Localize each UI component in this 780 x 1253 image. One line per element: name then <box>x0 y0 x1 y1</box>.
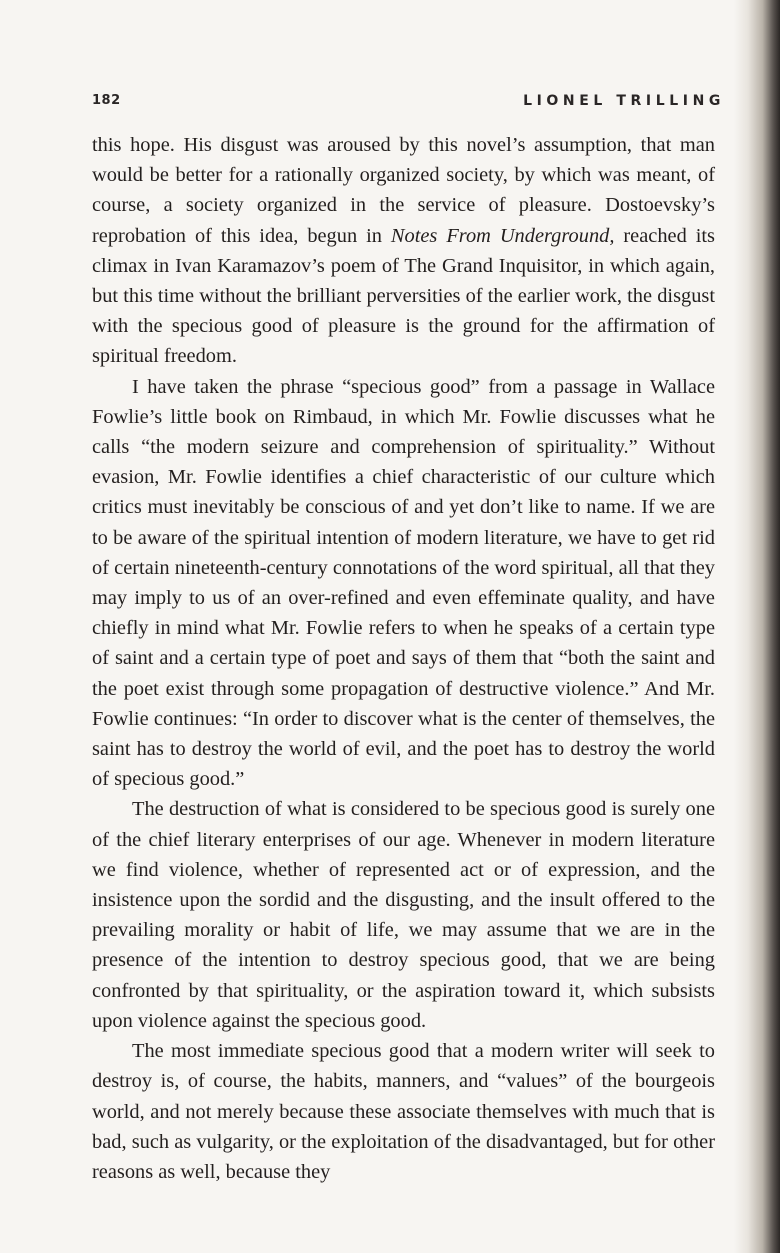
running-head: LIONEL TRILLING <box>523 93 725 109</box>
paragraph-1-text-b: reached its climax in Ivan Karamazov’s poem of The Grand Inquisitor, in which again, but this time without the brilliant perversities of the earlier work, the disgust with the specious good of pleasure is the ground for the affirmation of spiritual freedom. <box>92 224 715 368</box>
paragraph-4: The most immediate specious good that a modern writer will seek to destroy is, of course, the habits, manners, and “values” of the bourgeois world, and not merely because these associate themselves with much that is bad, such as vulgarity, or the exploitation of the disadvantaged, but for other reasons as well, because they <box>92 1040 715 1183</box>
book-title-italic: Notes From Underground, <box>390 224 615 247</box>
paragraph-3: The destruction of what is considered to be specious good is surely one of the chief literary enterprises of our age. Whenever in modern literature we find violence, whether of represented act or of expression, and the insistence upon the sordid and the disgusting, and the insult offered to the prevailing morality or habit of life, we may assume that we are in the presence of the intention to destroy specious good, that we are being confronted by that spirituality, or the aspiration toward it, which subsists upon violence against the specious good. <box>92 798 715 1032</box>
book-gutter-shadow <box>734 0 780 1253</box>
paragraph-1 <box>92 130 715 372</box>
page-header <box>92 93 725 113</box>
paragraph-2: I have taken the phrase “specious good” from a passage in Wallace Fowlie’s little book on Rimbaud, in which Mr. Fowlie discusses what he calls “the modern seizure and comprehension of spirituality.” Without evasion, Mr. Fowlie identifies a chief characteristic of our culture which critics must inevitably be conscious of and yet don’t like to name. If we are to be aware of the spiritual intention of modern literature, we have to get rid of certain nineteenth-century connotations of the word spiritual, all that they may imply to us of an over-refined and even effeminate quality, and have chiefly in mind what Mr. Fowlie refers to when he speaks of a certain type of saint and a certain type of poet and says of them that “both the saint and the poet exist through some propagation of destructive violence.” And Mr. Fowlie continues: “In order to discover what is the center of themselves, the saint has to destroy the world of evil, and the poet has to destroy the world of specious good.” <box>92 375 715 791</box>
body-text <box>92 130 715 1187</box>
page-number: 182 <box>92 93 121 108</box>
paragraph-1-text-a: this hope. His disgust was aroused by this novel’s assumption, that man would be better for a rationally organized society, by which was meant, of course, a society organized in the service of pleasure. Dostoevsky’s reprobation of this idea, begun in <box>92 134 715 247</box>
